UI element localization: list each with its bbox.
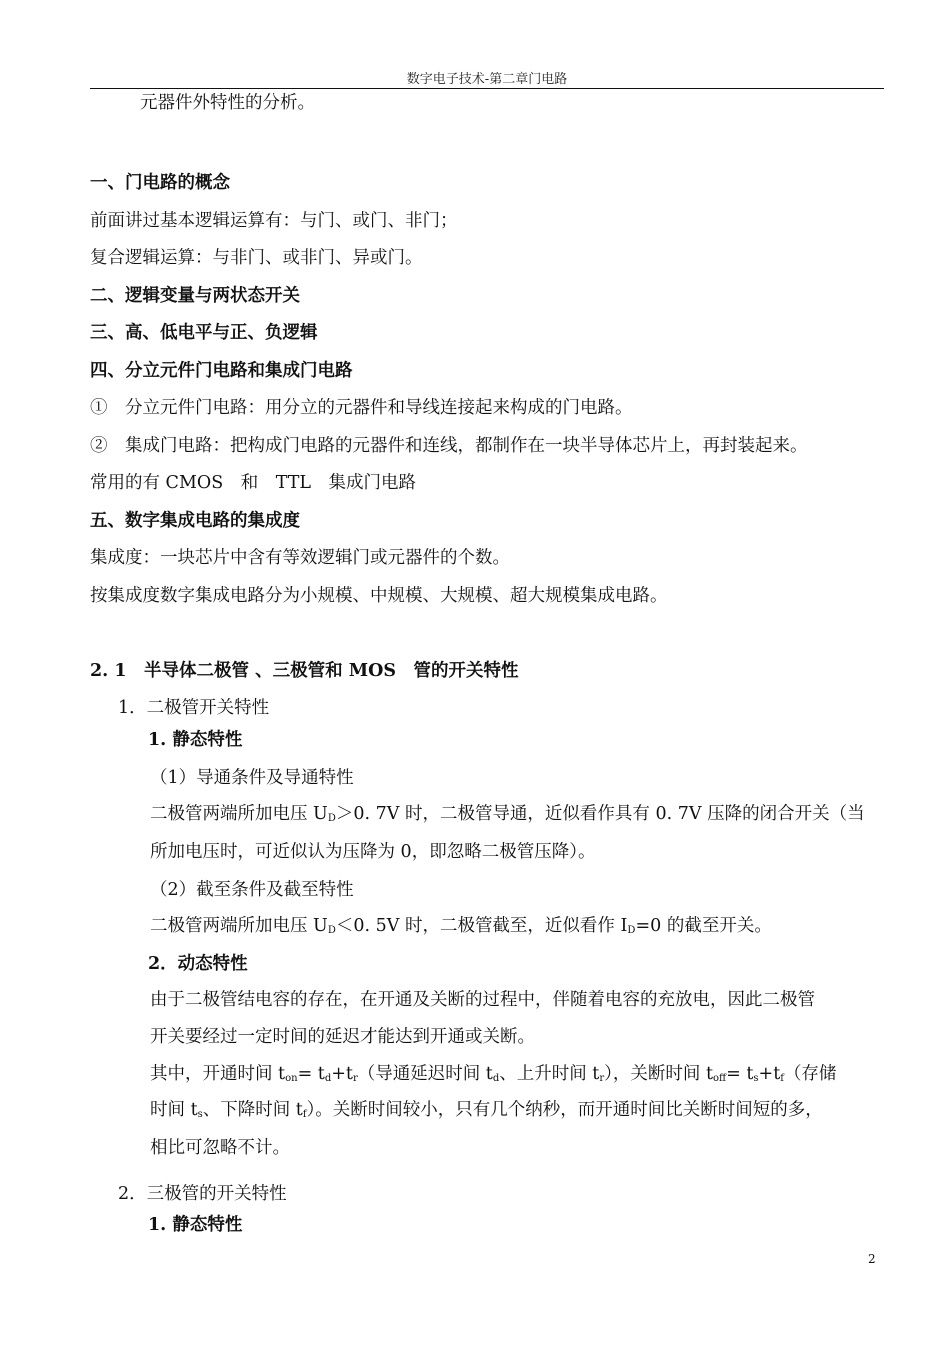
text-line: （1）导通条件及导通特性 bbox=[150, 768, 354, 788]
text-line: 元器件外特性的分析。 bbox=[140, 93, 315, 113]
header-rule bbox=[90, 88, 884, 89]
subsection-heading: 2．动态特性 bbox=[148, 954, 248, 974]
text-line: 二极管两端所加电压 $U_D>0$. 7V 时，二极管导通，近似看作具有 0. 7V 压降的闭合开关（当 bbox=[150, 804, 865, 824]
section-heading: 四、分立元件门电路和集成门电路 bbox=[90, 361, 353, 381]
text-line: 按集成度数字集成电路分为小规模、中规模、大规模、超大规模集成电路。 bbox=[90, 586, 668, 606]
text-line: ② 集成门电路：把构成门电路的元器件和连线，都制作在一块半导体芯片上，再封装起来。 bbox=[90, 436, 808, 456]
section-heading: 三、高、低电平与正、负逻辑 bbox=[90, 323, 318, 343]
text-line: 1．二极管开关特性 bbox=[118, 698, 270, 718]
text-line: 所加电压时，可近似认为压降为 0，即忽略二极管压降）。 bbox=[150, 842, 596, 862]
text-line: 前面讲过基本逻辑运算有：与门、或门、非门； bbox=[90, 211, 458, 231]
subsection-heading: 1. 静态特性 bbox=[148, 1215, 243, 1235]
chapter-section-title: 2. 1 半导体二极管 、三极管和 MOS 管的开关特性 bbox=[90, 661, 519, 681]
text-line: ① 分立元件门电路：用分立的元器件和导线连接起来构成的门电路。 bbox=[90, 398, 633, 418]
page-header: 数字电子技术-第二章门电路 bbox=[406, 72, 568, 87]
text-line: 二极管两端所加电压 $U_D<0$. 5V 时，二极管截至，近似看作 $I_D=0$ 的截至开关。 bbox=[150, 916, 772, 936]
text-line: 复合逻辑运算：与非门、或非门、异或门。 bbox=[90, 248, 423, 268]
text-line: 2．三极管的开关特性 bbox=[118, 1184, 287, 1204]
text-line: 时间 $t_s$、下降时间 $t_f$）。关断时间较小，只有几个纳秒，而开通时间比关断时间短的多， bbox=[150, 1100, 823, 1120]
page-number: 2 bbox=[868, 1252, 876, 1266]
text-line: 开关要经过一定时间的延迟才能达到开通或关断。 bbox=[150, 1027, 535, 1047]
section-heading: 一、门电路的概念 bbox=[90, 173, 230, 193]
text-line: 其中，开通时间 $t_{on}= t_d+t_r$（导通延迟时间 $t_d$、上升时间 $t_r$），关断时间 $t_{off}= t_s+t_f$（存储 bbox=[150, 1064, 837, 1084]
subsection-heading: 1. 静态特性 bbox=[148, 730, 243, 750]
text-line: 集成度：一块芯片中含有等效逻辑门或元器件的个数。 bbox=[90, 548, 510, 568]
text-line: 由于二极管结电容的存在，在开通及关断的过程中，伴随着电容的充放电，因此二极管 bbox=[150, 990, 815, 1010]
text-line: （2）截至条件及截至特性 bbox=[150, 880, 354, 900]
section-heading: 五、数字集成电路的集成度 bbox=[90, 511, 300, 531]
text-line: 相比可忽略不计。 bbox=[150, 1138, 290, 1158]
text-line: 常用的有 CMOS 和 TTL 集成门电路 bbox=[90, 473, 416, 493]
section-heading: 二、逻辑变量与两状态开关 bbox=[90, 286, 300, 306]
